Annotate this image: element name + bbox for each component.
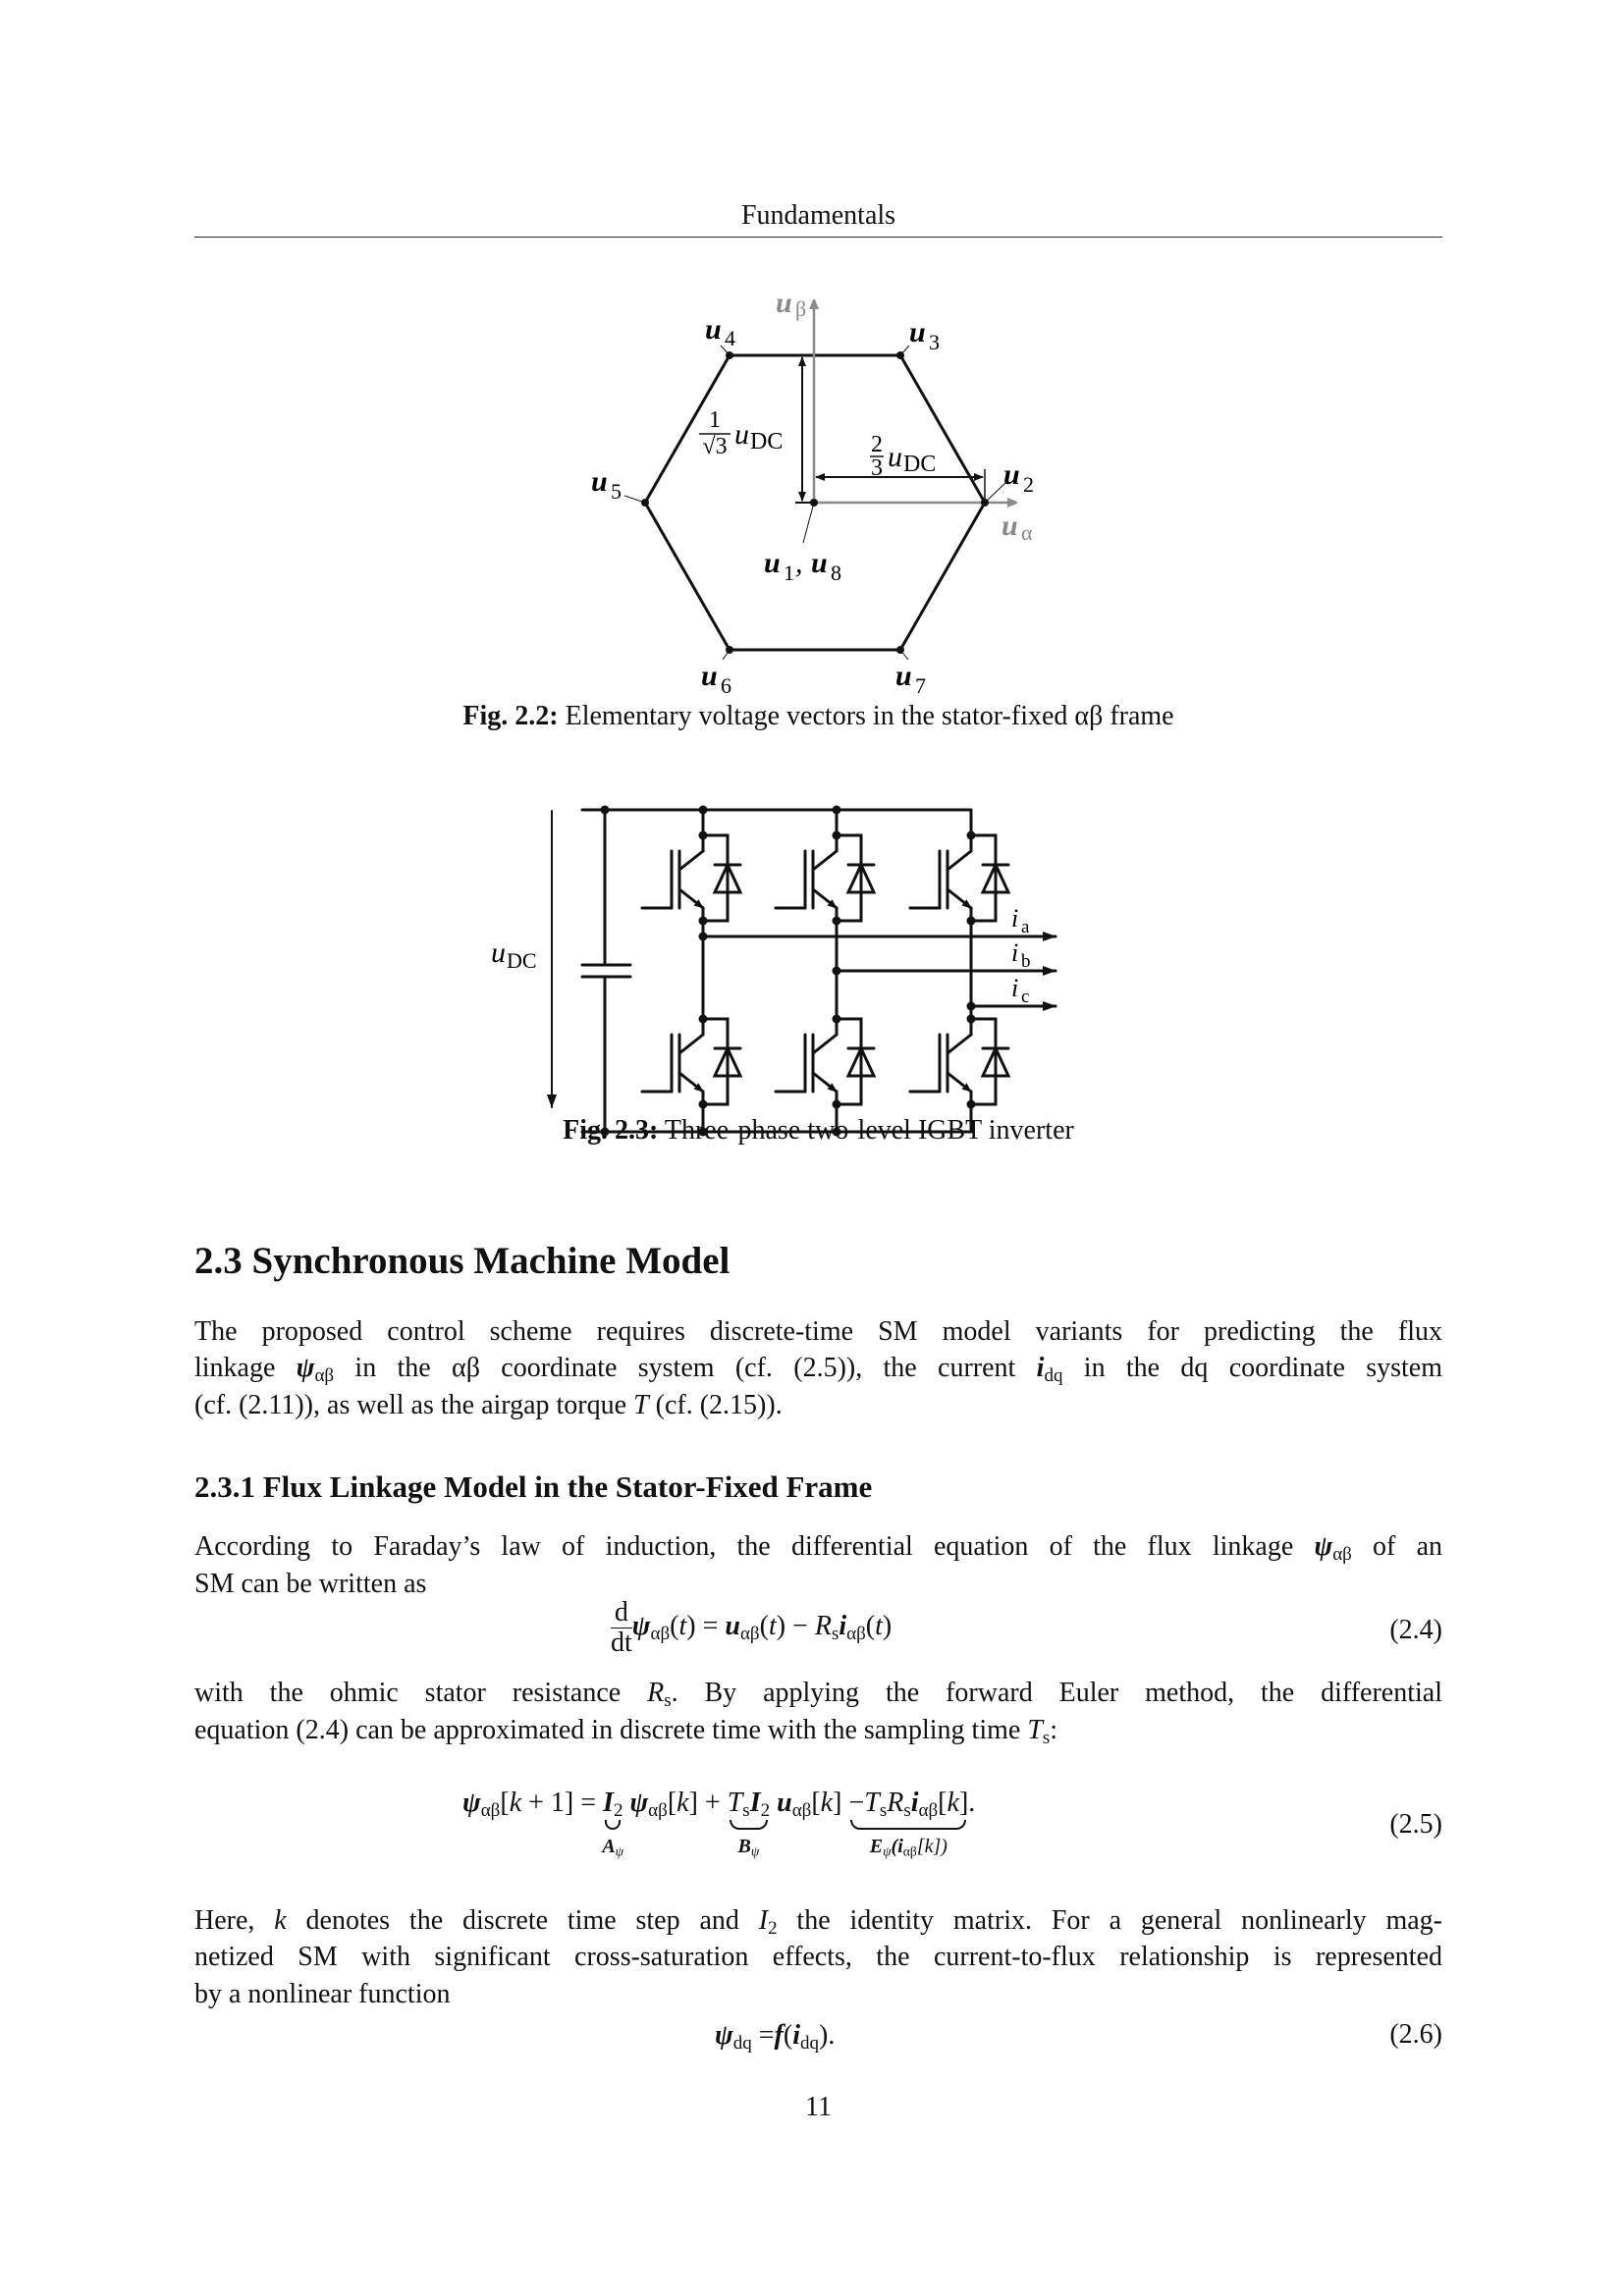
text-run: ) bbox=[882, 1610, 893, 1641]
text-run: (cf. (2.15)). bbox=[648, 1390, 783, 1420]
A-psi-label: A bbox=[602, 1836, 616, 1857]
math-symbol: t bbox=[875, 1610, 883, 1641]
math-symbol: i bbox=[792, 2020, 800, 2051]
igbt-upper-c bbox=[910, 831, 1008, 926]
E-arg-sub: αβ bbox=[902, 1843, 917, 1859]
text-run: ) − bbox=[776, 1610, 815, 1641]
igbt-upper-b bbox=[776, 831, 874, 926]
text-run: ). bbox=[819, 2020, 836, 2051]
math-subscript: s bbox=[831, 1623, 839, 1644]
math-subscript: αβ bbox=[918, 1799, 939, 1821]
ia-sub: a bbox=[1021, 917, 1030, 937]
text-run: = bbox=[751, 2020, 775, 2051]
math-subscript: αβ bbox=[314, 1364, 335, 1386]
math-symbol: T bbox=[727, 1788, 743, 1818]
math-symbol: ψ bbox=[1314, 1531, 1333, 1562]
ib-sub: b bbox=[1021, 951, 1031, 972]
E-psi-label: E bbox=[869, 1836, 884, 1857]
math-subscript: αβ bbox=[791, 1799, 812, 1821]
math-symbol: T bbox=[633, 1390, 649, 1420]
label-u8-sub: 8 bbox=[831, 561, 841, 585]
caption-text: Elementary voltage vectors in the stator-fixed αβ frame bbox=[558, 701, 1174, 731]
equation-2-4 bbox=[611, 1598, 892, 1658]
E-arg: (i bbox=[891, 1836, 903, 1857]
text-run: [ bbox=[500, 1788, 510, 1818]
underbrace-A bbox=[602, 1787, 624, 1859]
text-run: in the dq coordinate system bbox=[1062, 1353, 1442, 1383]
math-symbol: k bbox=[509, 1788, 522, 1818]
math-subscript: dq bbox=[1044, 1364, 1063, 1386]
text-line bbox=[194, 1568, 1442, 1601]
math-subscript: s bbox=[1042, 1727, 1051, 1748]
text-line bbox=[194, 1352, 1442, 1385]
text-run: ] bbox=[833, 1788, 849, 1818]
math-subscript: αβ bbox=[846, 1623, 866, 1644]
label-u5-sub: 5 bbox=[611, 479, 622, 504]
igbt-upper-a bbox=[642, 831, 740, 926]
label-u2-sub: 2 bbox=[1023, 472, 1034, 497]
text-run: ) = bbox=[686, 1610, 726, 1641]
math-symbol: I bbox=[603, 1788, 614, 1818]
frac1-u: u bbox=[734, 418, 749, 451]
math-symbol: k bbox=[820, 1788, 834, 1818]
frac2-u: u bbox=[888, 441, 902, 473]
math-symbol: ψ bbox=[296, 1353, 315, 1383]
math-subscript: 2 bbox=[760, 1799, 771, 1821]
text-line bbox=[194, 1677, 1442, 1710]
math-subscript: s bbox=[664, 1689, 672, 1711]
label-u3: u bbox=[909, 316, 926, 348]
udc-label: u bbox=[491, 936, 506, 969]
math-symbol: T bbox=[1027, 1715, 1043, 1745]
label-u7-sub: 7 bbox=[915, 673, 926, 698]
math-symbol: f bbox=[774, 2020, 784, 2051]
math-subscript: αβ bbox=[650, 1623, 671, 1644]
text-run: [ bbox=[938, 1788, 947, 1818]
label-u-alpha: u bbox=[1001, 509, 1018, 542]
text-run: equation (2.4) can be approximated in discrete time with the sampling time bbox=[194, 1715, 1028, 1745]
math-symbol: T bbox=[864, 1788, 880, 1818]
math-subscript: 2 bbox=[613, 1799, 623, 1821]
text-run: ( bbox=[865, 1610, 876, 1641]
caption-text: Three-phase two-level IGBT inverter bbox=[658, 1115, 1074, 1146]
equation-number: (2.5) bbox=[1389, 1809, 1442, 1840]
text-run: [ bbox=[811, 1788, 821, 1818]
A-psi-sub: ψ bbox=[615, 1843, 624, 1859]
label-u-beta-sub: β bbox=[795, 296, 807, 321]
text-run: netized SM with significant cross-saturation effects, the current-to-flux relationship is represented bbox=[194, 1942, 1442, 1972]
text-run: The proposed control scheme requires discrete-time SM model variants for predicting the flux bbox=[194, 1316, 1442, 1347]
math-subscript: s bbox=[879, 1799, 888, 1821]
ic-label: i bbox=[1011, 974, 1019, 1002]
subsection-heading: 2.3.1 Flux Linkage Model in the Stator-Fixed Frame bbox=[194, 1469, 873, 1504]
math-subscript: s bbox=[742, 1799, 750, 1821]
math-symbol: i bbox=[1036, 1353, 1045, 1383]
section-heading: 2.3 Synchronous Machine Model bbox=[194, 1240, 731, 1282]
text-run: ] + bbox=[688, 1788, 728, 1818]
math-symbol: ψ bbox=[462, 1788, 481, 1818]
equation-number: (2.6) bbox=[1389, 2019, 1442, 2050]
figure-2-2-caption bbox=[194, 701, 1442, 732]
text-run: − bbox=[848, 1788, 865, 1818]
frac2-num: 2 bbox=[871, 432, 883, 457]
ib-label: i bbox=[1011, 938, 1019, 967]
math-symbol: R bbox=[887, 1788, 904, 1818]
math-subscript: αβ bbox=[648, 1799, 668, 1821]
d-den: dt bbox=[611, 1628, 632, 1658]
derivative-operator bbox=[611, 1598, 632, 1658]
math-subscript: αβ bbox=[1332, 1543, 1352, 1565]
figure-2-3-caption bbox=[194, 1115, 1442, 1147]
text-run: SM can be written as bbox=[194, 1569, 427, 1599]
igbt-inverter-circuit bbox=[491, 806, 1056, 1137]
text-line bbox=[194, 1714, 1442, 1747]
E-arg-end: [k]) bbox=[916, 1836, 947, 1857]
label-u4-sub: 4 bbox=[725, 326, 735, 350]
text-line bbox=[194, 1530, 1442, 1564]
math-symbol: u bbox=[777, 1788, 792, 1818]
math-symbol: t bbox=[678, 1610, 687, 1641]
label-u1-sub: 1 bbox=[784, 561, 794, 585]
math-symbol: R bbox=[647, 1678, 665, 1708]
math-subscript: s bbox=[903, 1799, 911, 1821]
math-symbol: u bbox=[725, 1610, 740, 1641]
equation-number: (2.4) bbox=[1389, 1615, 1442, 1645]
text-run: + 1] = bbox=[521, 1788, 604, 1818]
label-u2: u bbox=[1003, 458, 1020, 491]
text-run: ] bbox=[958, 1788, 969, 1818]
ic-sub: c bbox=[1021, 987, 1030, 1007]
text-run: Here, bbox=[194, 1905, 275, 1936]
text-run: ( bbox=[670, 1610, 679, 1641]
text-run: linkage bbox=[194, 1353, 297, 1383]
text-run: of an bbox=[1351, 1531, 1442, 1562]
B-psi-label: B bbox=[737, 1836, 751, 1857]
text-run: the identity matrix. For a general nonlinearly mag- bbox=[777, 1905, 1442, 1936]
label-u7: u bbox=[895, 660, 912, 692]
math-symbol: ψ bbox=[715, 2020, 733, 2051]
text-run: : bbox=[1050, 1715, 1058, 1745]
page-number: 11 bbox=[805, 2092, 832, 2122]
label-u3-sub: 3 bbox=[929, 330, 940, 354]
running-header: Fundamentals bbox=[740, 200, 896, 231]
text-run: denotes the discrete time step and bbox=[286, 1905, 759, 1936]
math-symbol: k bbox=[677, 1788, 689, 1818]
udc-label-sub: DC bbox=[507, 948, 537, 973]
math-subscript: dq bbox=[799, 2032, 819, 2054]
math-symbol: t bbox=[768, 1610, 777, 1641]
text-run: ( bbox=[783, 2020, 793, 2051]
voltage-hexagon bbox=[591, 287, 1034, 698]
igbt-lower-a bbox=[642, 1015, 740, 1109]
igbt-lower-b bbox=[776, 1015, 874, 1109]
label-u-beta: u bbox=[776, 287, 792, 319]
text-run: with the ohmic stator resistance bbox=[194, 1678, 648, 1708]
igbt-lower-c bbox=[910, 1015, 1008, 1109]
math-subscript: 2 bbox=[768, 1917, 778, 1939]
text-line bbox=[194, 1904, 1442, 1938]
label-u6-sub: 6 bbox=[721, 673, 731, 698]
label-u-alpha-sub: α bbox=[1021, 520, 1033, 545]
text-run: According to Faraday’s law of induction, the differential equation of the flux linkage bbox=[194, 1531, 1315, 1562]
text-run: in the αβ coordinate system (cf. (2.5)), the current bbox=[334, 1353, 1037, 1383]
text-run: ( bbox=[759, 1610, 769, 1641]
caption-label: Fig. 2.2: bbox=[462, 701, 559, 731]
text-line bbox=[194, 1978, 1442, 2011]
frac2-den: 3 bbox=[871, 455, 883, 481]
E-psi-sub: ψ bbox=[883, 1843, 892, 1859]
ia-label: i bbox=[1011, 904, 1019, 933]
underbrace-B bbox=[727, 1787, 771, 1859]
text-run: (cf. (2.11)), as well as the airgap torque bbox=[194, 1390, 634, 1420]
frac1-den: √3 bbox=[702, 434, 728, 459]
d-num: d bbox=[611, 1598, 632, 1629]
frac2-dc: DC bbox=[903, 452, 937, 477]
math-symbol: ψ bbox=[629, 1788, 649, 1818]
math-subscript: αβ bbox=[739, 1623, 760, 1644]
text-run: by a nonlinear function bbox=[194, 1979, 451, 2009]
equation-2-6 bbox=[715, 2019, 835, 2053]
label-u4: u bbox=[705, 313, 722, 346]
math-symbol: ψ bbox=[631, 1610, 651, 1641]
frac1-num: 1 bbox=[709, 407, 721, 433]
B-psi-sub: ψ bbox=[750, 1843, 760, 1859]
label-u1: u bbox=[764, 547, 781, 579]
text-run: . By applying the forward Euler method, the differential bbox=[671, 1678, 1442, 1708]
label-u5: u bbox=[591, 465, 608, 498]
text-line bbox=[194, 1315, 1442, 1349]
math-symbol: k bbox=[947, 1788, 959, 1818]
label-comma: , bbox=[795, 547, 803, 579]
label-u6: u bbox=[701, 660, 718, 692]
math-symbol: k bbox=[274, 1905, 287, 1936]
text-line bbox=[194, 1389, 1442, 1422]
math-symbol: i bbox=[839, 1610, 847, 1641]
math-symbol: I bbox=[749, 1788, 761, 1818]
frac1-dc: DC bbox=[750, 429, 784, 454]
math-subscript: αβ bbox=[480, 1799, 501, 1821]
math-subscript: dq bbox=[732, 2032, 752, 2054]
math-symbol: i bbox=[910, 1788, 919, 1818]
equation-period: . bbox=[968, 1788, 976, 1818]
math-symbol: I bbox=[758, 1905, 769, 1936]
text-line bbox=[194, 1941, 1442, 1974]
caption-label: Fig. 2.3: bbox=[563, 1115, 659, 1146]
text-run: [ bbox=[667, 1788, 677, 1818]
label-u8: u bbox=[811, 547, 828, 579]
math-symbol: R bbox=[814, 1610, 832, 1641]
